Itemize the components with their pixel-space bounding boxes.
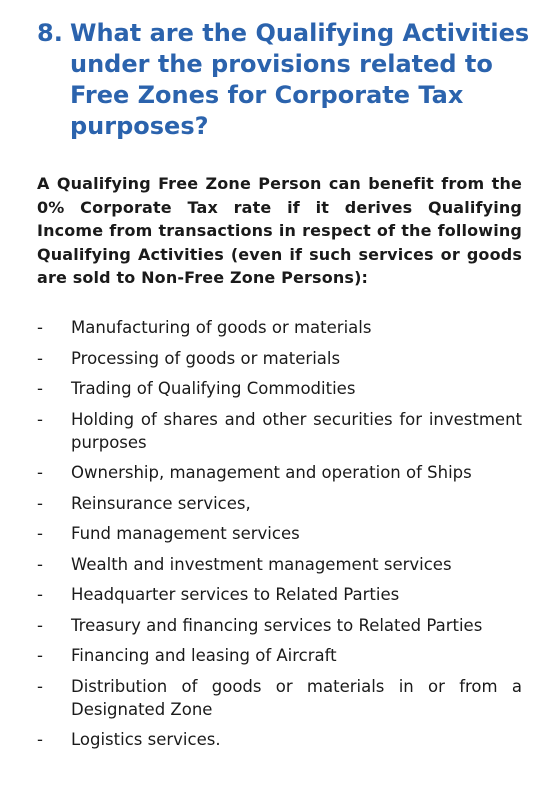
- list-item-text: Logistics services.: [71, 730, 221, 749]
- bullet-dash: -: [37, 554, 43, 574]
- list-item-text: Ownership, management and operation of Ships: [71, 463, 472, 482]
- list-item: [37, 492, 522, 515]
- list-item: [37, 522, 522, 545]
- section-heading: [37, 18, 537, 142]
- bullet-dash: -: [37, 409, 43, 429]
- list-item: [37, 377, 522, 400]
- bullet-dash: -: [37, 646, 43, 665]
- list-item: [37, 583, 522, 606]
- bullet-dash: -: [37, 615, 43, 635]
- list-item-text: Distribution of goods or materials in or from a Designated Zone: [71, 676, 522, 719]
- bullet-dash: -: [37, 463, 43, 482]
- list-item: [37, 347, 522, 370]
- list-item: [37, 553, 522, 576]
- bullet-dash: -: [37, 524, 43, 543]
- section-number: 8.: [37, 19, 63, 47]
- list-item: [37, 316, 522, 339]
- list-item-text: Fund management services: [71, 524, 300, 543]
- list-item-text: Manufacturing of goods or materials: [71, 318, 372, 337]
- list-item-text: Financing and leasing of Aircraft: [71, 646, 337, 665]
- list-item-text: Reinsurance services,: [71, 493, 251, 513]
- list-item-text: Wealth and investment management services: [71, 554, 452, 574]
- list-item-text: Holding of shares and other securities for investment purposes: [71, 409, 522, 452]
- list-item: [37, 644, 522, 667]
- qualifying-activities-list: [37, 316, 522, 759]
- bullet-dash: -: [37, 493, 43, 513]
- bullet-dash: -: [37, 585, 43, 604]
- bullet-dash: -: [37, 676, 43, 696]
- bullet-dash: -: [37, 730, 43, 749]
- list-item-text: Treasury and financing services to Related Parties: [71, 615, 483, 635]
- list-item: [37, 408, 522, 454]
- list-item: [37, 614, 522, 637]
- list-item-text: Processing of goods or materials: [71, 348, 341, 368]
- bullet-dash: -: [37, 348, 43, 368]
- list-item: [37, 728, 522, 751]
- section-title: What are the Qualifying Activities under the provisions related to Free Zones for Corporate Tax purposes?: [70, 19, 530, 140]
- list-item: [37, 675, 522, 721]
- intro-paragraph: A Qualifying Free Zone Person can benefit from the 0% Corporate Tax rate if it derives Qualifying Income from transactions in respect of the following Qualifying Activities (even if such services or goods are sold to Non-Free Zone Persons):: [37, 174, 522, 287]
- list-item-text: Trading of Qualifying Commodities: [71, 379, 356, 398]
- bullet-dash: -: [37, 318, 43, 337]
- list-item: [37, 461, 522, 484]
- bullet-dash: -: [37, 379, 43, 398]
- list-item-text: Headquarter services to Related Parties: [71, 585, 400, 604]
